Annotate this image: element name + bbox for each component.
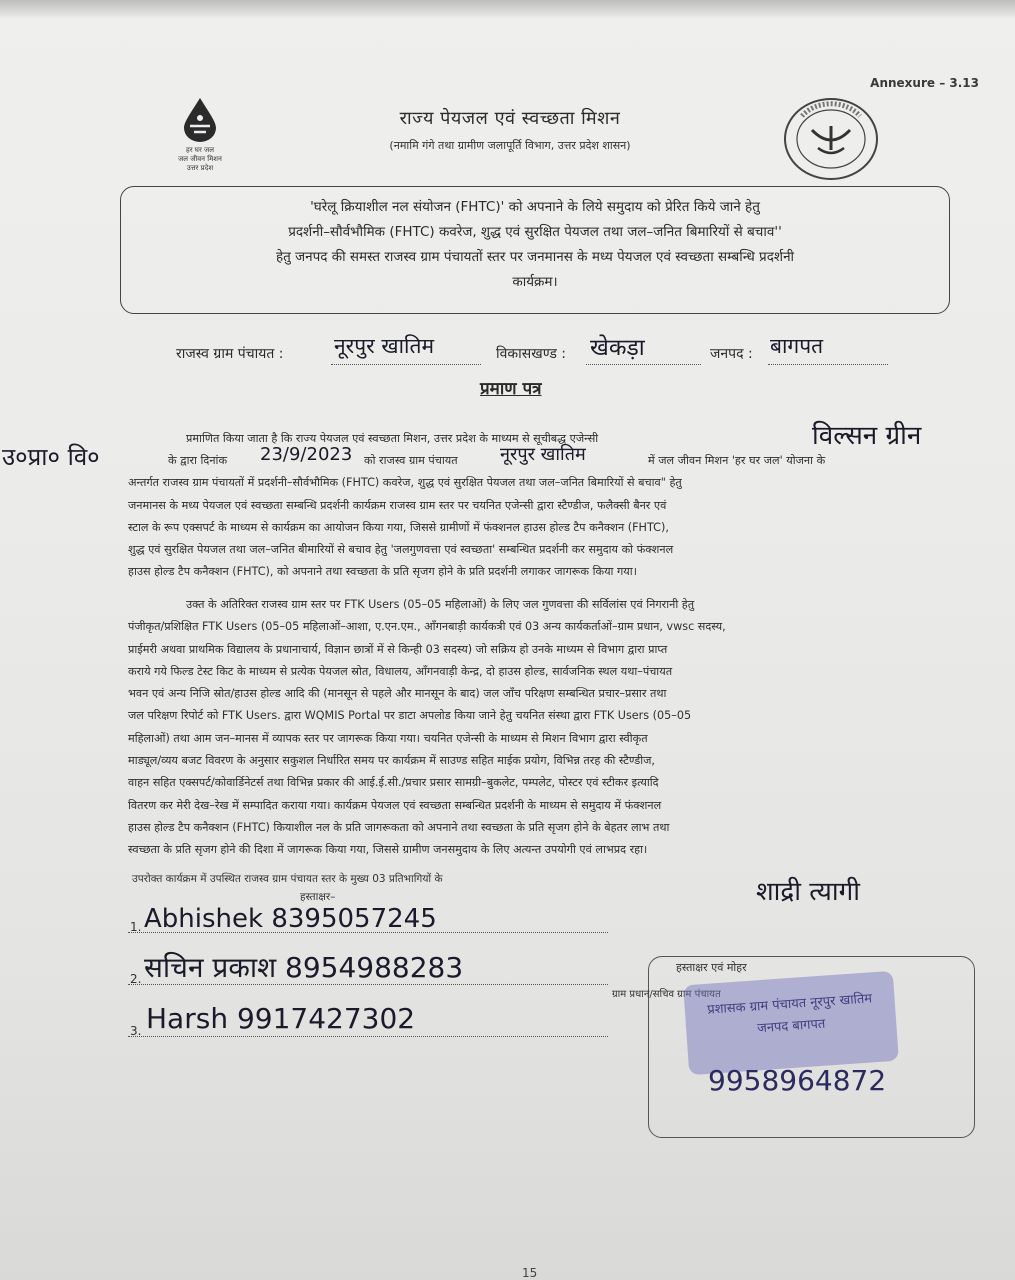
stamp-line-2: ग्राम प्रधान/सचिव ग्राम पंचायत <box>612 989 721 1000</box>
para2-line-11: हाउस होल्ड टैप कनैक्शन (FHTC) कियाशील नल के प्रति जागरूकता को अपनाने तथा स्वच्छता के प्रति सृजग होने के बेहतर लाभ तथा <box>128 820 670 834</box>
handwritten-margin-note: उ०प्रा० वि० <box>2 443 100 471</box>
program-description-box <box>120 186 950 314</box>
para2-line-7: महिलाओं) तथा आम जन–मानस में व्यापक स्तर पर जागरूक किया गया। चयनित एजेन्सी के माध्यम से मिशन विभाग द्वारा स्वीकृत <box>128 731 648 745</box>
para2-line-12: स्वच्छता के प्रति सृजग होने की दिशा में जागरूक किया गया, जिससे ग्रामीण जनसमुदाय के लिए अत्यन्त उपयोगी एवं लाभप्रद रहा। <box>128 843 648 857</box>
annexure-label: Annexure – 3.13 <box>870 76 979 90</box>
certificate-paragraph-2 <box>128 594 938 862</box>
handwritten-date: 23/9/2023 <box>260 444 353 466</box>
signatory-1: Abhishek 8395057245 <box>144 904 437 934</box>
mission-subtitle: (नमामि गंगे तथा ग्रामीण जलापूर्ति विभाग, उत्तर प्रदेश शासन) <box>389 139 631 152</box>
block-label: विकासखण्ड : <box>496 346 567 362</box>
signatories-list: 1. Abhishek 8395057245 2. सचिन प्रकाश 8954988283 3. Harsh 9917427302 <box>128 906 648 1036</box>
panchayat-value: नूरपुर खातिम <box>334 334 435 358</box>
mission-title: राज्य पेयजल एवं स्वच्छता मिशन <box>399 108 621 129</box>
jal-jeevan-mission-drop-icon <box>180 96 220 142</box>
logo-line-2: जल जीवन मिशन <box>178 155 222 163</box>
signatories-intro: उपरोक्त कार्यक्रम में उपस्थित राजस्व ग्राम पंचायत स्तर के मुख्य 03 प्रतिभागियों के <box>132 873 443 885</box>
para1-line-6: शुद्ध एवं सुरक्षित पेयजल तथा जल–जनित बीमारियों से बचाव हेतु 'जलगुणवत्ता एवं स्वच्छता' सम्बन्धित प्रदर्शनी कर समुदाय को फंक्शनल <box>128 543 674 557</box>
para2-line-8: माड्यूल/व्यय बजट विवरण के अनुसार सकुशल निर्धारित समय पर कार्यक्रम में साउण्ड सहित माईक प्रयोग, विभिन्न तरह की स्टैण्डीज, <box>128 754 655 768</box>
para2-line-10: वितरण कर मेरी देख–रेख में सम्पादित कराया गया। कार्यक्रम पेयजल एवं स्वच्छता सम्बन्धित प्रदर्शनी के माध्यम से समुदाय में फंक्शनल <box>128 798 662 812</box>
signatories-label: हस्ताक्षर– <box>300 891 336 903</box>
para2-line-9: वाहन सहित एक्सपर्ट/कोवार्डिनेटर्स तथा विभिन्न प्रकार की आई.ई.सी./प्रचार प्रसार सामग्री–बुकलेट, पम्पलेट, पोस्टर एवं स्टीकर इत्यादि <box>128 776 659 790</box>
handwritten-stamp-phone: 9958964872 <box>708 1064 887 1097</box>
signatory-2: सचिन प्रकाश 8954988283 <box>144 951 464 984</box>
box-line-3: हेतु जनपद की समस्त राजस्व ग्राम पंचायतों स्तर पर जनमानस के मध्य पेयजल एवं स्वच्छता सम्बन्धि प्रदर्शनी <box>275 249 795 265</box>
signatory-3: Harsh 9917427302 <box>146 1002 416 1035</box>
para2-line-5: भवन एवं अन्य निजि स्रोत/हाउस होल्ड आदि की (मानसून से पहले और मानसून के बाद) जल जाँच परिक्षण सम्बन्धित प्रचार–प्रसार तथा <box>128 687 667 701</box>
page-number: 15 <box>522 1266 538 1280</box>
up-government-emblem <box>782 96 880 182</box>
panchayat-label: राजस्व ग्राम पंचायत : <box>176 346 284 362</box>
block-value: खेकड़ा <box>590 335 645 361</box>
para1-line-1: प्रमाणित किया जाता है कि राज्य पेयजल एवं स्वच्छता मिशन, उत्तर प्रदेश के माध्यम से सूचीबद्ध एजेन्सी <box>186 432 599 445</box>
para1-line-4: जनमानस के मध्य पेयजल एवं स्वच्छता सम्बन्धि प्रदर्शनी कार्यक्रम राजस्व ग्राम स्तर पर चयनित एजेन्सी द्वारा स्टैण्डीज, फलैक्सी बैनर एवं <box>128 498 667 512</box>
para1-line-7: हाउस होल्ड टैप कनैक्शन (FHTC), को अपनाने तथा स्वच्छता के प्रति सृजग होने के प्रति प्रदर्शनी लगाकर जागरूक किया गया। <box>128 565 637 579</box>
certificate-title: प्रमाण पत्र <box>480 379 542 399</box>
para2-line-2: पंजीकृत/प्रशिक्षित FTK Users (05–05 महिलाओं–आशा, ए.एन.एम., आँगनबाड़ी कार्यकत्री एवं 03 अन्य कार्यकर्ताओं–ग्राम प्रधान, vwsc सदस्य, <box>128 620 726 634</box>
para1-line-2: के द्वारा दिनांक 23/9/2023 को राजस्व ग्राम पंचायत नूरपुर खातिम में जल जीवन मिशन 'हर घर जल' योजना के <box>168 444 826 468</box>
handwritten-agency-name: विल्सन ग्रीन <box>812 421 922 451</box>
stamp-label: हस्ताक्षर एवं मोहर <box>676 961 747 974</box>
para2-line-6: जल परिक्षण रिपोर्ट को FTK Users. द्वारा WQMIS Portal पर डाटा अपलोड किया जाने हेतु चयनित संस्था द्वारा FTK Users (05–05 <box>128 709 692 723</box>
box-line-4: कार्यक्रम। <box>512 274 558 290</box>
para2-line-1: उक्त के अतिरिक्त राजस्व ग्राम स्तर पर FTK Users (05–05 महिलाओं) के लिए जल गुणवत्ता की सर्विलांस एवं निगरानी हेतु <box>186 598 695 611</box>
location-fields <box>176 334 916 374</box>
stamp-text: प्रशासक ग्राम पंचायत नूरपुर खातिम जनपद बागपत <box>706 991 873 1037</box>
logo-line-1: हर घर जल <box>186 146 214 154</box>
box-line-1: 'घरेलू क्रियाशील नल संयोजन (FHTC)' को अपनाने के लिये समुदाय को प्रेरित किये जाने हेतु <box>310 199 760 215</box>
para2-line-4: कराये गये फिल्ड टेस्ट किट के माध्यम से प्रत्येक पेयजल स्रोत, विधालय, आँगनवाड़ी केन्द्र, दो हाउस होल्ड, सार्वजनिक स्थल यथा–पंचायत <box>128 664 673 678</box>
handwritten-signature-right: शाद्री त्यागी <box>756 877 860 907</box>
uttar-pradesh-state-emblem-icon <box>782 96 880 182</box>
jal-jeevan-logo <box>160 96 240 173</box>
box-line-2: प्रदर्शनी–सौर्वभौमिक (FHTC) कवरेज, शुद्ध एवं सुरक्षित पेयजल तथा जल–जनित बिमारियों से बचाव'' <box>288 224 782 240</box>
district-label: जनपद : <box>710 346 753 362</box>
logo-line-3: उत्तर प्रदेश <box>186 164 214 172</box>
para1-line-5: स्टाल के रूप एक्सपर्ट के माध्यम से कार्यक्रम का आयोजन किया गया, जिससे ग्रामीणों में फंक्शनल हाउस होल्ड टैप कनैक्शन (FHTC), <box>128 520 669 534</box>
handwritten-village: नूरपुर खातिम <box>500 444 586 466</box>
district-value: बागपत <box>770 334 824 358</box>
certificate-paragraph-1 <box>128 428 938 584</box>
official-stamp <box>683 971 899 1075</box>
scan-edge <box>0 0 1015 18</box>
para1-line-3: अन्तर्गत राजस्व ग्राम पंचायतों में प्रदर्शनी–सौर्वभौमिक (FHTC) कवरेज, शुद्ध एवं सुरक्षित पेयजल तथा जल–जनित बिमारियों से बचाव" हेतु <box>128 476 682 490</box>
para2-line-3: प्राईमरी अथवा प्राथमिक विद्यालय के प्रधानाचार्य, विज्ञान छात्रों में से किन्ही 03 सदस्य) जो सक्रिय हो उनके माध्यम से विभाग द्वारा प्राप्त <box>128 642 668 656</box>
